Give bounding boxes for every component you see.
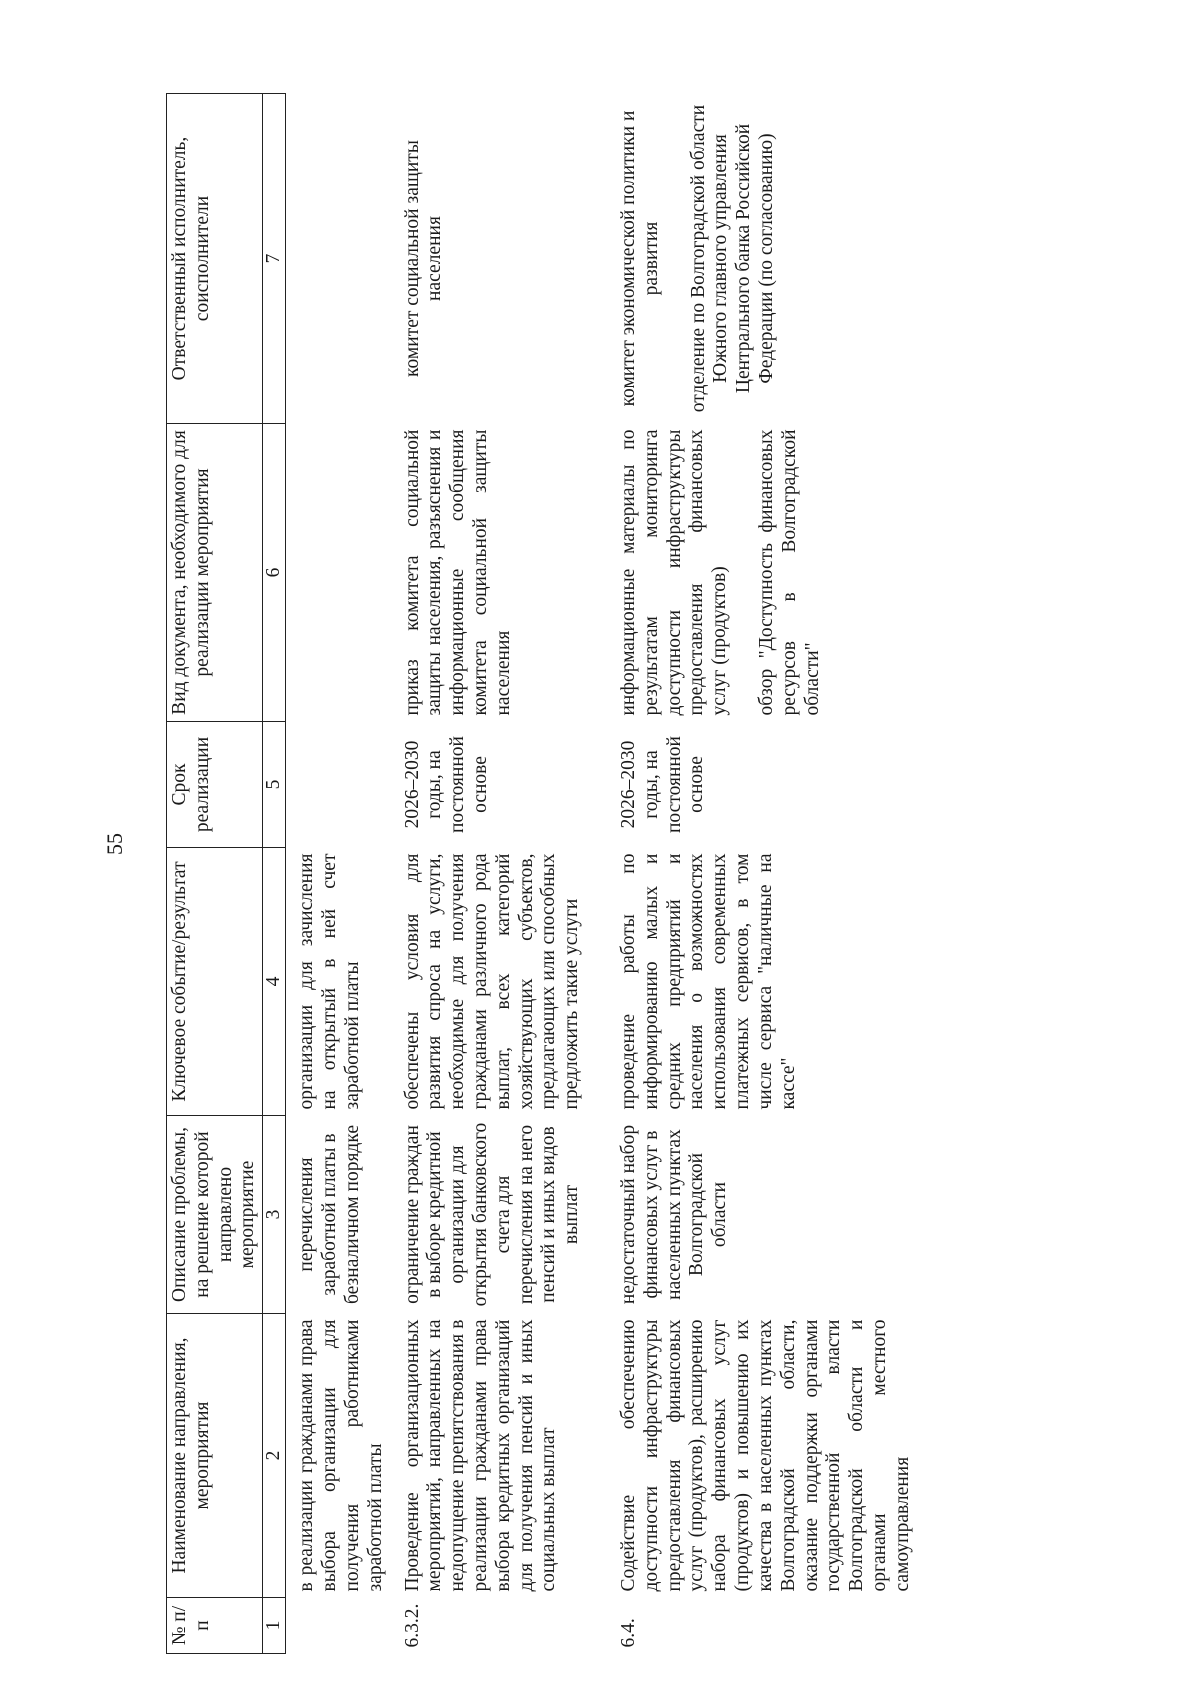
table-row — [286, 94, 394, 1654]
responsible: комитет социальной защиты населения — [401, 140, 446, 377]
header-result: Ключевое событие/результат — [167, 848, 263, 1116]
responsible-cell — [608, 94, 917, 424]
rotated-table-container — [166, 94, 1166, 1654]
responsible — [286, 94, 394, 424]
measures-table — [166, 93, 917, 1654]
document-type: обзор "Доступность финансовых ресурсов в Волгоградской области" — [756, 429, 823, 716]
key-result: обеспечены условия для развития спроса на услуги, необходимые для получения гражданами различного рода выплат, всех категорий хозяйствующих субъектов, предлагающих или способных предложить такие услуги — [401, 853, 583, 1110]
row-number: 6.3.2. — [401, 1603, 423, 1648]
key-result: организации для зачисления на открытый в ней счет заработной платы — [296, 853, 363, 1110]
header-term: Срок реализации — [167, 722, 263, 848]
column-number: 7 — [263, 94, 286, 424]
table-row — [608, 94, 917, 1654]
measure-name: в реализации гражданами права выбора организации для получения работниками заработной платы — [296, 1319, 386, 1592]
header-problem: Описание проблемы, на решение которой направлено мероприятие — [167, 1116, 263, 1314]
column-number: 4 — [263, 848, 286, 1116]
header-responsible: Ответственный исполнитель, соисполнители — [167, 94, 263, 424]
column-number: 2 — [263, 1314, 286, 1598]
measure-name: Проведение организационных мероприятий, направленных на недопущение препятствования в реализации гражданами права выбора кредитных организаций для получения пенсий и иных социальных выплат — [401, 1319, 560, 1592]
column-number: 1 — [263, 1598, 286, 1654]
responsible: отделение по Волгоградской области Южного главного управления Центрального банка Российской Федерации (по согласованию) — [687, 104, 778, 413]
table-header-row — [167, 94, 263, 1654]
problem-description: недостаточный набор финансовых услуг в населенных пунктах Волгоградской области — [618, 1124, 731, 1305]
term: 2026–2030 годы, на постоянной основе — [401, 736, 491, 833]
measure-name: Содействие обеспечению доступности инфраструктуры предоставления финансовых услуг (продуктов), расширению набора финансовых услуг (продуктов) и повышению их качества в населенных пунктах Волгоградской области, оказание поддержки органами государственной власти Волгоградской области и органами местного самоуправления — [618, 1319, 913, 1592]
problem-description: ограничение граждан в выборе кредитной организации для открытия банковского счета для перечисления на него пенсий и иных видов выплат — [401, 1122, 583, 1307]
table-row — [394, 94, 609, 1654]
document-cell — [608, 424, 917, 722]
row-number: 6.4. — [618, 1618, 639, 1648]
problem-description: перечисления заработной платы в безналичном порядке — [296, 1125, 363, 1304]
column-number: 3 — [263, 1116, 286, 1314]
header-document: Вид документа, необходимого для реализации мероприятия — [167, 424, 263, 722]
header-number: № п/п — [167, 1598, 263, 1654]
column-number-row — [263, 94, 286, 1654]
key-result: проведение работы по информированию малых и средних предприятий и населения о возможностях использования современных платежных сервисов, в том числе сервиса "наличные на кассе" — [618, 853, 799, 1110]
row-number — [286, 1598, 394, 1654]
term — [286, 722, 394, 848]
document-type: информационные материалы по результатам мониторинга доступности инфраструктуры предоставления финансовых услуг (продуктов) — [618, 429, 731, 716]
page-number: 55 — [102, 833, 127, 855]
responsible: комитет экономической политики и развития — [618, 110, 662, 407]
term: 2026–2030 годы, на постоянной основе — [618, 736, 708, 833]
document-type: приказ комитета социальной защиты населения, разъяснения и информационные сообщения комитета социальной защиты населения — [401, 429, 514, 716]
column-number: 6 — [263, 424, 286, 722]
document-type — [286, 424, 394, 722]
column-number: 5 — [263, 722, 286, 848]
header-measure-name: Наименование направления, мероприятия — [167, 1314, 263, 1598]
